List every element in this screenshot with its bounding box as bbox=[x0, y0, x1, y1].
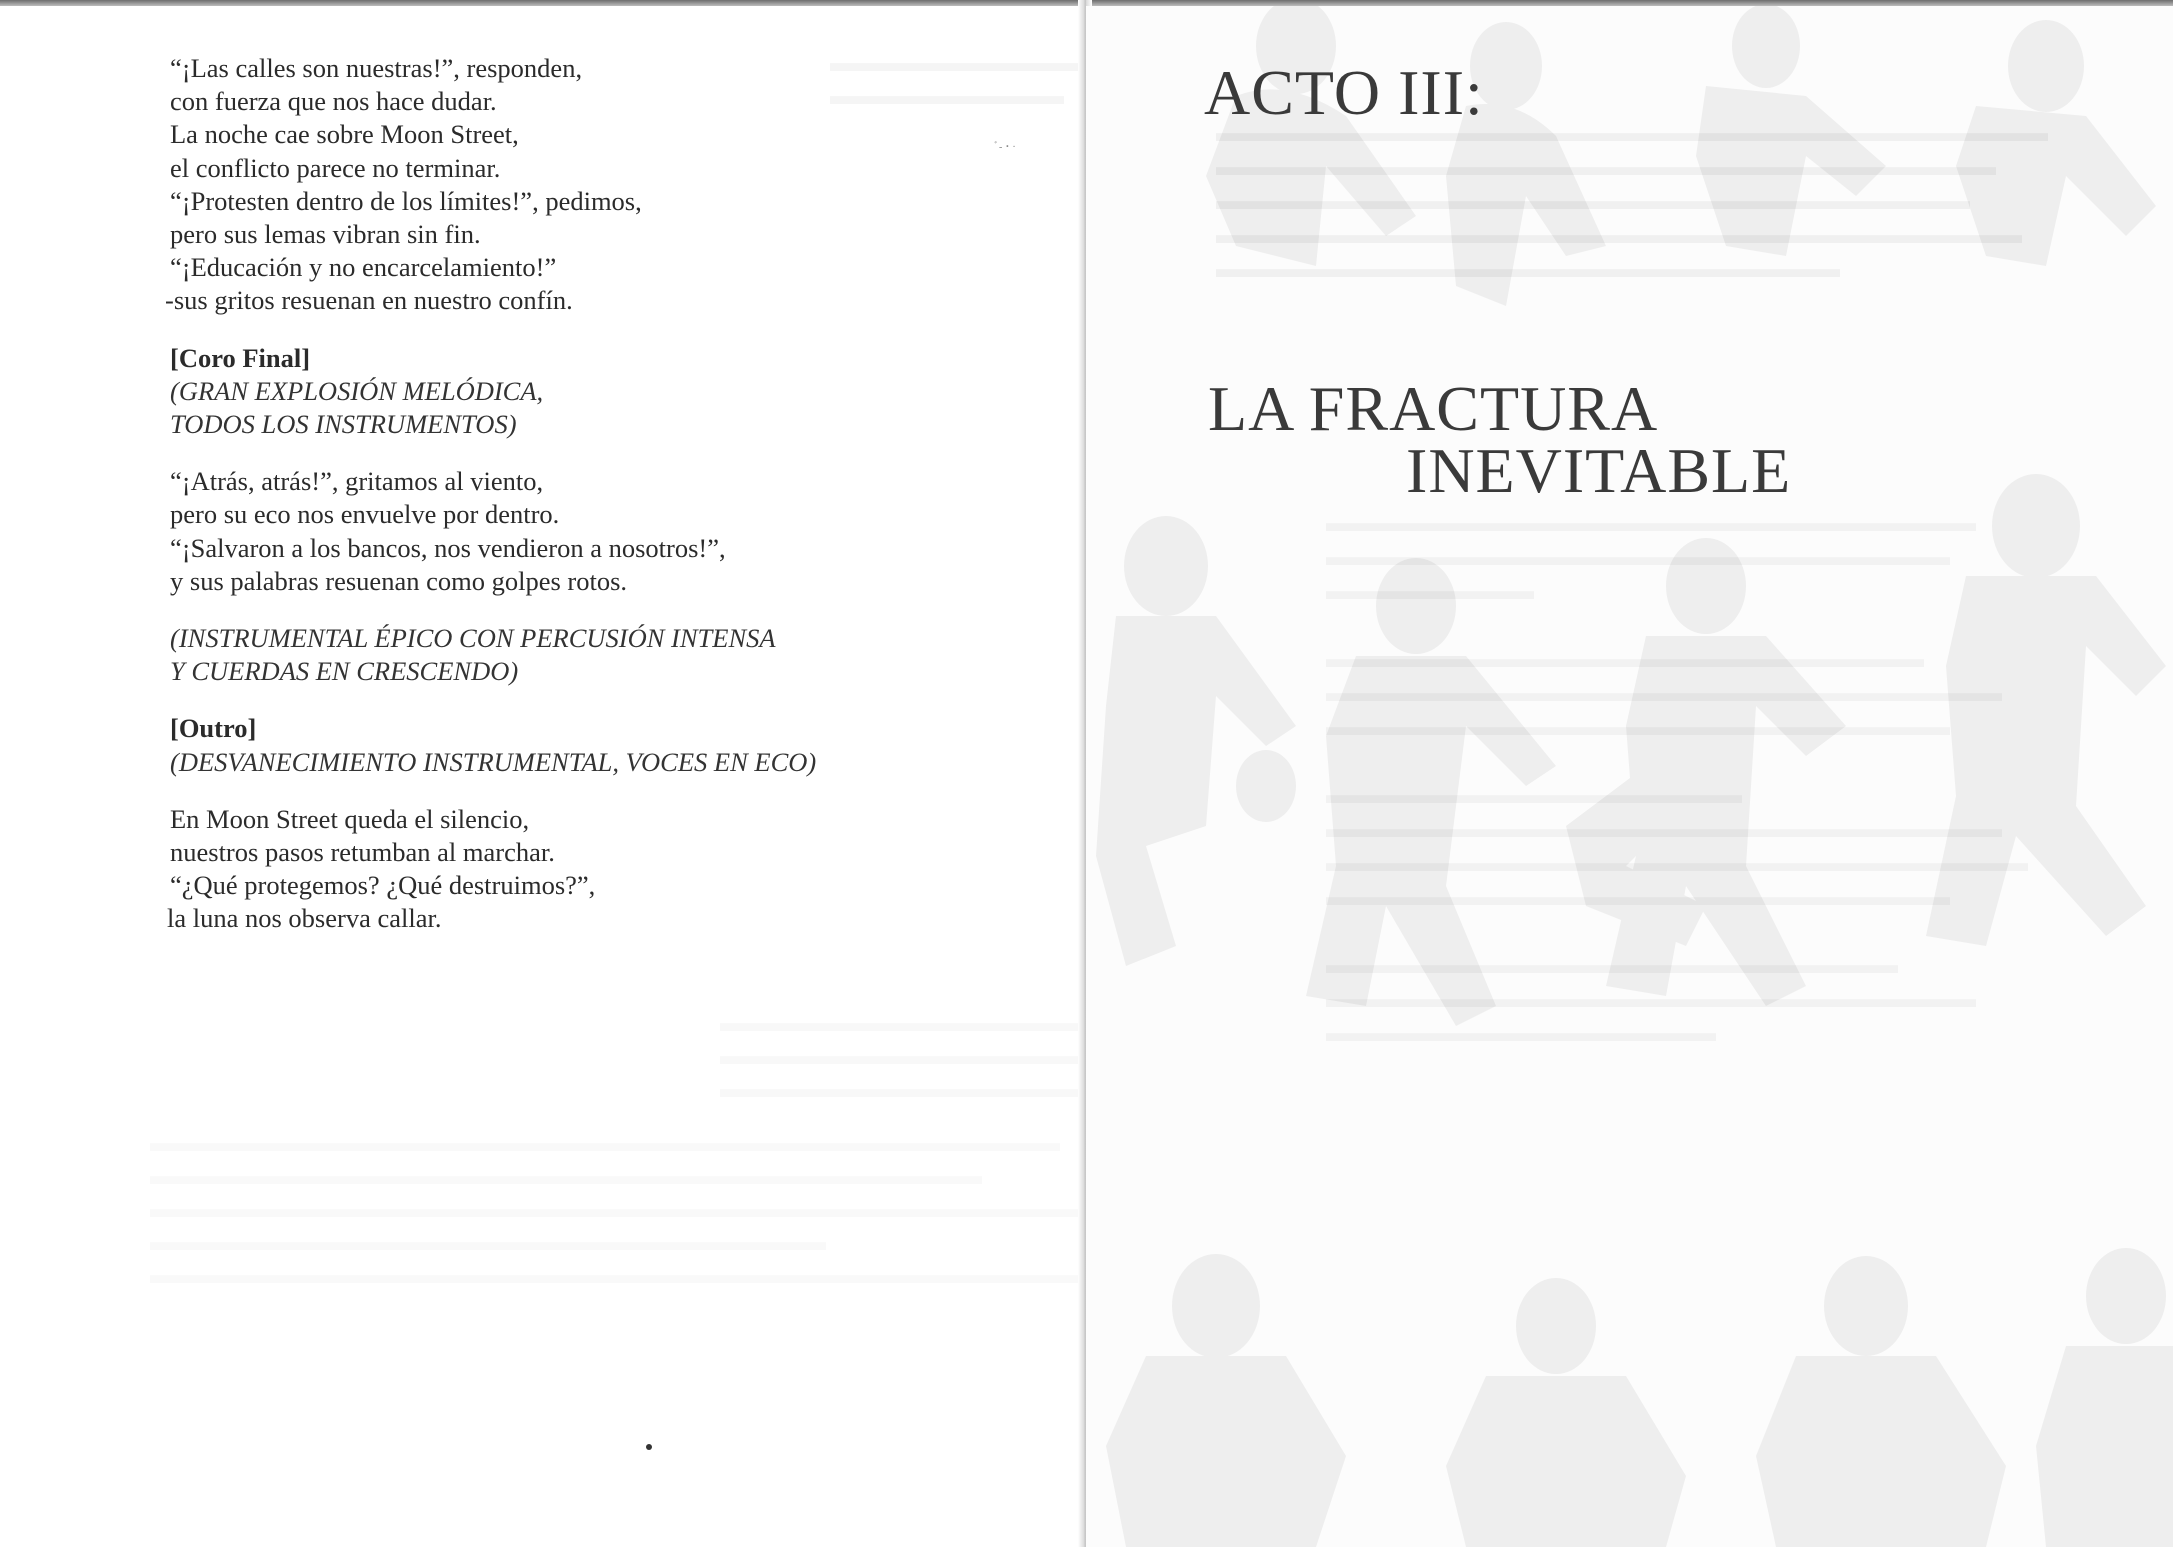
bleed-through-text bbox=[1326, 506, 2028, 1050]
stanza-outro bbox=[167, 803, 1050, 936]
coro-final-section bbox=[170, 342, 1050, 442]
lyric-line: con fuerza que nos hace dudar. bbox=[170, 86, 497, 117]
scan-speck: ﾞ- ･ · bbox=[994, 142, 1016, 153]
lyric-line: nuestros pasos retumban al marchar. bbox=[170, 837, 555, 868]
stage-direction: (DESVANECIMIENTO INSTRUMENTAL, VOCES EN ECO) bbox=[170, 746, 817, 777]
bleed-through-text bbox=[1216, 116, 2048, 286]
right-page bbox=[1086, 6, 2173, 1547]
outro-section bbox=[170, 712, 1050, 778]
lyrics-column bbox=[165, 52, 1050, 960]
stanza-1 bbox=[165, 52, 1050, 318]
section-heading-outro: [Outro] bbox=[170, 713, 257, 744]
lyric-line: “¿Qué protegemos? ¿Qué destruimos?”, bbox=[170, 870, 596, 901]
lyric-line: En Moon Street queda el silencio, bbox=[170, 803, 530, 834]
lyric-line: “¡Las calles son nuestras!”, responden, bbox=[170, 53, 583, 83]
bleed-through-text bbox=[150, 1126, 1083, 1291]
chapter-title-line-1: LA FRACTURA bbox=[1208, 373, 1659, 444]
page-mark-dot bbox=[646, 1444, 652, 1450]
lyric-line: pero su eco nos envuelve por dentro. bbox=[170, 499, 560, 530]
section-heading-coro-final: [Coro Final] bbox=[170, 342, 311, 373]
stage-direction: Y CUERDAS EN CRESCENDO) bbox=[170, 656, 519, 687]
lyric-line: la luna nos observa callar. bbox=[167, 903, 442, 934]
stage-direction: TODOS LOS INSTRUMENTOS) bbox=[170, 409, 517, 440]
chapter-title-line-2: INEVITABLE bbox=[1406, 435, 1792, 506]
lyric-line: -sus gritos resuenan en nuestro confín. bbox=[165, 285, 573, 316]
act-title: ACTO III: bbox=[1204, 57, 1484, 128]
lyric-line: y sus palabras resuenan como golpes rotos. bbox=[170, 565, 628, 596]
chapter-title bbox=[1208, 373, 1792, 506]
left-page bbox=[0, 6, 1083, 1547]
lyric-line: “¡Salvaron a los bancos, nos vendieron a nosotros!”, bbox=[170, 532, 726, 563]
lyric-line: pero sus lemas vibran sin fin. bbox=[170, 219, 481, 250]
stage-direction: (GRAN EXPLOSIÓN MELÓDICA, bbox=[170, 375, 544, 406]
bleed-through-text bbox=[720, 1006, 1083, 1105]
lyric-line: “¡Protesten dentro de los límites!”, pedimos, bbox=[170, 185, 642, 216]
instrumental-section bbox=[170, 622, 1050, 688]
lyric-line: “¡Educación y no encarcelamiento!” bbox=[170, 252, 557, 283]
lyric-line: La noche cae sobre Moon Street, bbox=[170, 119, 519, 150]
lyric-line: el conflicto parece no terminar. bbox=[170, 152, 501, 183]
lyric-line: “¡Atrás, atrás!”, gritamos al viento, bbox=[170, 466, 544, 497]
stanza-coro bbox=[170, 465, 1050, 598]
stage-direction: (INSTRUMENTAL ÉPICO CON PERCUSIÓN INTENSA bbox=[170, 623, 776, 654]
